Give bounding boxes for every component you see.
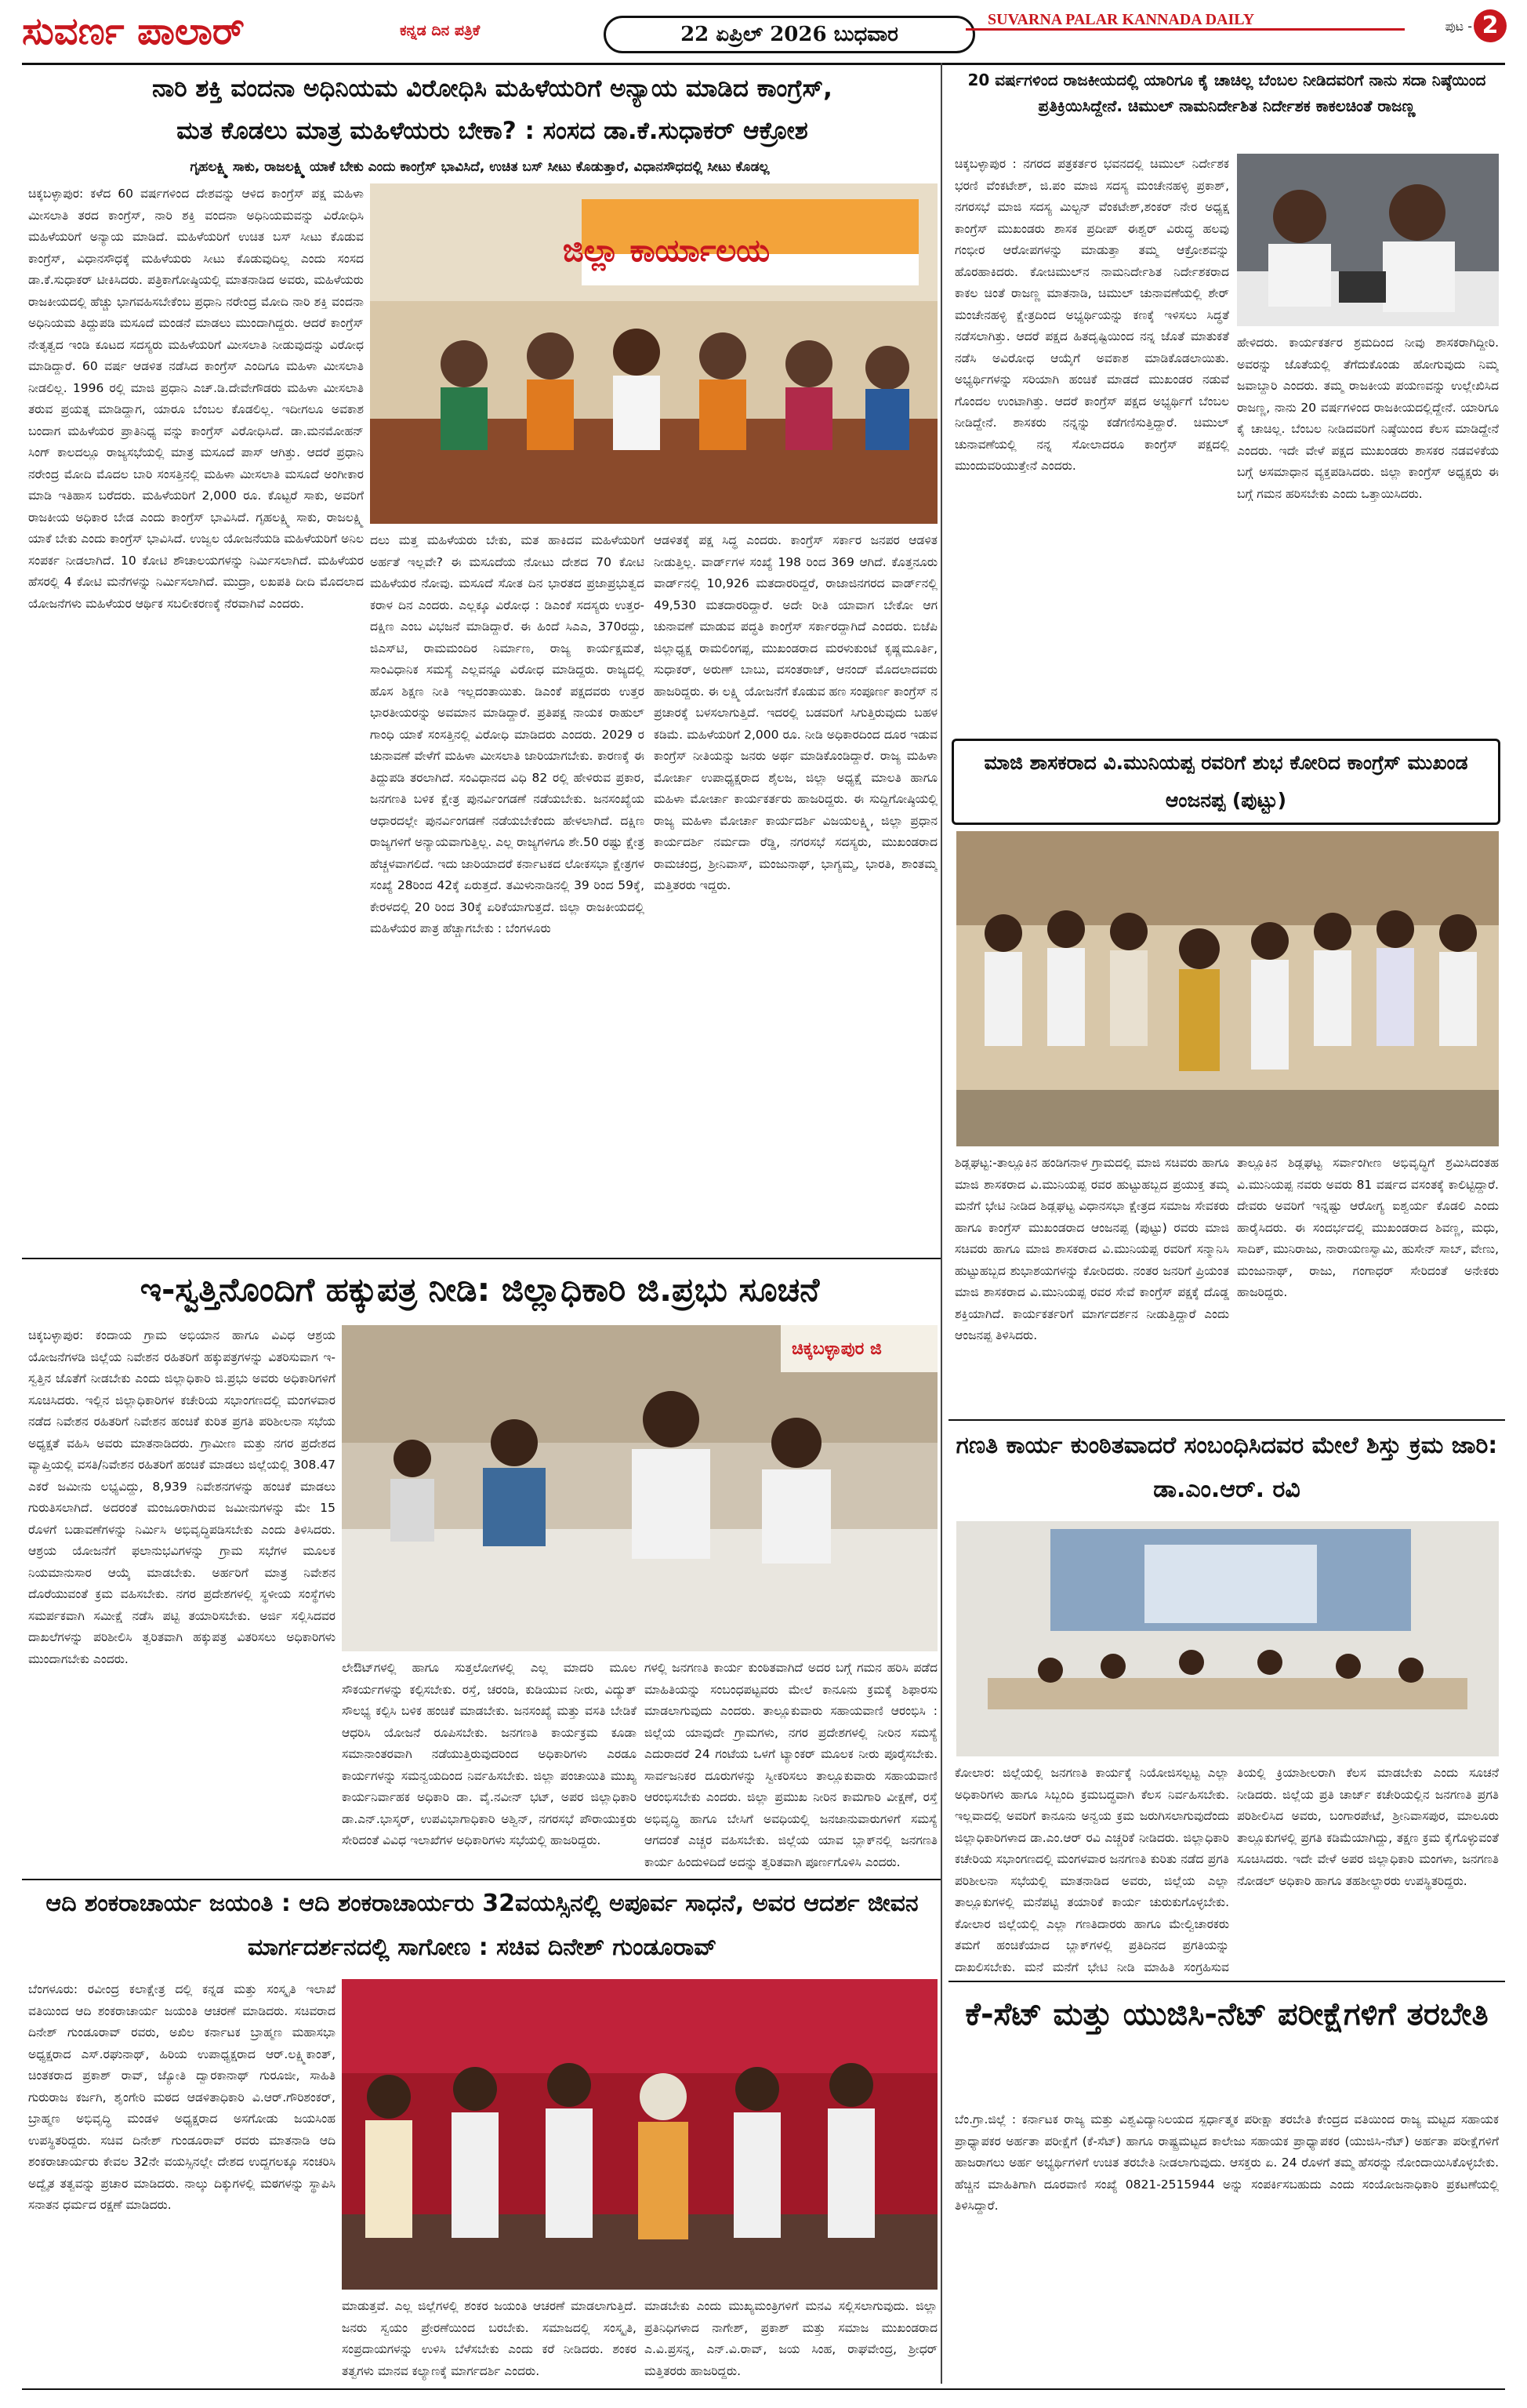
masthead: [22, 8, 1505, 63]
article2-photo: [1237, 154, 1499, 326]
article4-col1: ಚಿಕ್ಕಬಳ್ಳಾಪುರ: ಕಂದಾಯ ಗ್ರಾಮ ಅಭಿಯಾನ ಹಾಗೂ ವಿವಿಧ ಆಶ್ರಯ ಯೋಜನೆಗಳಡಿ ಜಿಲ್ಲೆಯ ನಿವೇಶನ ರಹಿತರಿಗೆ ಹಕ್ಕುಪತ್ರಗಳನ್ನು ವಿತರಿಸುವಾಗ ಇ-ಸ್ವತ್ತಿನ ಜೊತೆಗೆ ನೀಡಬೇಕು ಎಂದು ಜಿಲ್ಲಾಧಿಕಾರಿ ಜಿ.ಪ್ರಭು ಅವರು ಅಧಿಕಾರಿಗಳಿಗೆ ಸೂಚಿಸಿದರು. ಇಲ್ಲಿನ ಜಿಲ್ಲಾಧಿಕಾರಿಗಳ ಕಚೇರಿಯ ಸಭಾಂಗಣದಲ್ಲಿ ಮಂಗಳವಾರ ನಡೆದ ನಿವೇಶನ ರಹಿತರಿಗೆ ನಿವೇಶನ ಹಂಚಿಕೆ ಕುರಿತ ಪ್ರಗತಿ ಪರಿಶೀಲನಾ ಸಭೆಯ ಅಧ್ಯಕ್ಷತೆ ವಹಿಸಿ ಅವರು ಮಾತನಾಡಿದರು. ಗ್ರಾಮೀಣ ಮತ್ತು ನಗರ ಪ್ರದೇಶದ ವ್ಯಾಪ್ತಿಯಲ್ಲಿ ವಸತಿ/ನಿವೇಶನ ರಹಿತರಿಗೆ ಹಂಚಿಕೆ ಮಾಡಲು ಜಿಲ್ಲೆಯಲ್ಲಿ 308.47 ಎಕರೆ ಜಮೀನು ಲಭ್ಯವಿದ್ದು, 8,939 ನಿವೇಶನಗಳನ್ನು ಹಂಚಿಕೆ ಮಾಡಲು ಗುರುತಿಸಲಾಗಿದೆ. ಅದರಂತೆ ಮಂಜೂರಾಗಿರುವ ಜಮೀನುಗಳನ್ನು ಮೇ 15 ರೊಳಗೆ ಬಡಾವಣೆಗಳನ್ನು ನಿರ್ಮಿಸಿ ಅಭಿವೃದ್ಧಿಪಡಿಸಬೇಕು ಎಂದು ತಿಳಿಸಿದರು. ಆಶ್ರಯ ಯೋಜನೆಗೆ ಫಲಾನುಭವಿಗಳನ್ನು ಗ್ರಾಮ ಸಭೆಗಳ ಮೂಲಕ ನಿಯಮಾನುಸಾರ ಆಯ್ಕೆ ಮಾಡಬೇಕು. ಅರ್ಹರಿಗೆ ಮಾತ್ರ ನಿವೇಶನ ದೊರೆಯುವಂತೆ ಕ್ರಮ ವಹಿಸಬೇಕು. ನಗರ ಪ್ರದೇಶಗಳಲ್ಲಿ ಸ್ಥಳೀಯ ಸಂಸ್ಥೆಗಳು ಸಮರ್ಪಕವಾಗಿ ಸಮೀಕ್ಷೆ ನಡೆಸಿ ಪಟ್ಟಿ ತಯಾರಿಸಬೇಕು. ಅರ್ಜಿ ಸಲ್ಲಿಸಿದವರ ದಾಖಲೆಗಳನ್ನು ಪರಿಶೀಲಿಸಿ ತ್ವರಿತವಾಗಿ ಹಕ್ಕುಪತ್ರ ವಿತರಿಸಲು ಅಧಿಕಾರಿಗಳು ಮುಂದಾಗಬೇಕು ಎಂದರು.: [28, 1328, 336, 1666]
article6-col2: ಮಾಡುತ್ತವೆ. ಎಲ್ಲ ಜಿಲ್ಲೆಗಳಲ್ಲಿ ಶಂಕರ ಜಯಂತಿ ಆಚರಣೆ ಮಾಡಲಾಗುತ್ತಿದೆ. ಜನರು ಸ್ವಯಂ ಪ್ರೇರಣೆಯಿಂದ ಬರಬೇಕು. ಸಮಾಜದಲ್ಲಿ ಸಂಸ್ಕೃತಿ, ಸಂಪ್ರದಾಯಗಳನ್ನು ಉಳಿಸಿ ಬೆಳೆಸಬೇಕು ಎಂದು ಕರೆ ನೀಡಿದರು. ಶಂಕರ ತತ್ವಗಳು ಮಾನವ ಕಲ್ಯಾಣಕ್ಕೆ ಮಾರ್ಗದರ್ಶಿ ಎಂದರು.: [342, 2299, 637, 2378]
page-label: ಪುಟ -: [1445, 19, 1472, 34]
article4-photo: [342, 1325, 938, 1651]
article5-headline: ಗಣತಿ ಕಾರ್ಯ ಕುಂಠಿತವಾದರೆ ಸಂಬಂಧಿಸಿದವರ ಮೇಲೆ ಶಿಸ್ತು ಕ್ರಮ ಜಾರಿ: ಡಾ.ಎಂ.ಆರ್. ರವಿ: [956, 1432, 1498, 1503]
masthead-rule: [966, 28, 1405, 31]
article3-col2: ತಾಲ್ಲೂಕಿನ ಶಿಡ್ಲಘಟ್ಟ ಸರ್ವಾಂಗೀಣ ಅಭಿವೃದ್ಧಿಗೆ ಶ್ರಮಿಸಿದಂತಹ ವಿ.ಮುನಿಯಪ್ಪ ನವರು ಅವರು 81 ವರ್ಷದ ವಸಂತಕ್ಕೆ ಕಾಲಿಟ್ಟಿದ್ದಾರೆ. ದೇವರು ಅವರಿಗೆ ಇನ್ನಷ್ಟು ಆರೋಗ್ಯ ಐಶ್ವರ್ಯ ಕೊಡಲಿ ಎಂದು ಹಾರೈಸಿದರು. ಈ ಸಂದರ್ಭದಲ್ಲಿ ಮುಖಂಡರಾದ ಶಿವಣ್ಣ, ಮಧು, ಸಾದಿಕ್, ಮುನಿರಾಜು, ನಾರಾಯಣಸ್ವಾಮಿ, ಹುಸೇನ್ ಸಾಬ್, ವೇಣು, ಮಂಜುನಾಥ್, ರಾಜು, ಗಂಗಾಧರ್ ಸೇರಿದಂತೆ ಅನೇಕರು ಹಾಜರಿದ್ದರು.: [1237, 1156, 1499, 1299]
article1-subhead: ಗೃಹಲಕ್ಷ್ಮಿ ಸಾಕು, ರಾಜಲಕ್ಷ್ಮಿ ಯಾಕೆ ಬೇಕು ಎಂದು ಕಾಂಗ್ರೆಸ್ ಭಾವಿಸಿದೆ, ಉಚಿತ ಬಸ್ ಸೀಟು ಕೊಡುತ್ತಾರೆ, ವಿಧಾನಸೌಧದಲ್ಲಿ ಸೀಟು ಕೊಡಲ್ಲ: [190, 159, 770, 175]
masthead-bottom-rule: [22, 63, 1505, 65]
masthead-english-name: SUVARNA PALAR KANNADA DAILY: [988, 11, 1255, 28]
article1-col2: ದಲು ಮತ್ತ ಮಹಿಳೆಯರು ಬೇಕು, ಮತ ಹಾಕಿದವ ಮಹಿಳೆಯರಿಗೆ ಅರ್ಹತೆ ಇಲ್ಲವೇ? ಈ ಮಸೂದೆಯ ನೋಟು ದೇಶದ 70 ಕೋಟಿ ಮಹಿಳೆಯರ ನೋವು. ಮಸೂದೆ ಸೋತ ದಿನ ಭಾರತದ ಪ್ರಜಾಪ್ರಭುತ್ವದ ಕರಾಳ ದಿನ ಎಂದರು. ಎಲ್ಲಕ್ಕೂ ವಿರೋಧ : ಡಿಎಂಕೆ ಸದಸ್ಯರು ಉತ್ತರ-ದಕ್ಷಿಣ ಎಂಬ ವಿಭಜನೆ ಮಾಡಿದ್ದಾರೆ. ಈ ಹಿಂದೆ ಸಿಎಎ, 370ರದ್ದು, ಜಿಎಸ್‌ಟಿ, ರಾಮಮಂದಿರ ನಿರ್ಮಾಣ, ರಾಜ್ಯ ಕಾರ್ಯಕ್ಷಮತೆ, ಸಾಂವಿಧಾನಿಕ ಸಮಸ್ಯೆ ಎಲ್ಲವನ್ನೂ ವಿರೋಧ ಮಾಡಿದ್ದರು. ರಾಜ್ಯದಲ್ಲಿ ಹೊಸ ಶಿಕ್ಷಣ ನೀತಿ ಇಲ್ಲದಂತಾಯಿತು. ಡಿಎಂಕೆ ಪಕ್ಷದವರು ಉತ್ತರ ಭಾರತೀಯರನ್ನು ಅವಮಾನ ಮಾಡಿದ್ದಾರೆ. ಪ್ರತಿಪಕ್ಷ ನಾಯಕ ರಾಹುಲ್ ಗಾಂಧಿ ಯಾಕೆ ಸಂಸತ್ತಿನಲ್ಲಿ ವಿರೋಧಿ ಮಾಡಿದರು ಎಂದರು. 2029 ರ ಚುನಾವಣೆ ವೇಳೆಗೆ ಮಹಿಳಾ ಮೀಸಲಾತಿ ಜಾರಿಯಾಗಬೇಕು. ಕಾರಣಕ್ಕೆ ಈ ತಿದ್ದುಪಡಿ ತರಲಾಗಿದೆ. ಸಂವಿಧಾನದ ವಿಧಿ 82 ರಲ್ಲಿ ಹೇಳಿರುವ ಪ್ರಕಾರ, ಜನಗಣತಿ ಬಳಿಕ ಕ್ಷೇತ್ರ ಪುನರ್ವಿಂಗಡಣೆ ನಡೆಯಬೇಕು. ಜನಸಂಖ್ಯೆಯ ಆಧಾರದಲ್ಲೇ ಪುನರ್ವಿಂಗಡಣೆ ನಡೆಯಬೇಕೆಂದು ಹೇಳಲಾಗಿದೆ. ದಕ್ಷಿಣ ರಾಜ್ಯಗಳಿಗೆ ಅನ್ಯಾಯವಾಗುತ್ತಿಲ್ಲ. ಎಲ್ಲ ರಾಜ್ಯಗಳಿಗೂ ಶೇ.50 ರಷ್ಟು ಕ್ಷೇತ್ರ ಹೆಚ್ಚಳವಾಗಲಿದೆ. ಇದು ಜಾರಿಯಾದರೆ ಕರ್ನಾಟಕದ ಲೋಕಸಭಾ ಕ್ಷೇತ್ರಗಳ ಸಂಖ್ಯೆ 28ರಿಂದ 42ಕ್ಕೆ ಏರುತ್ತದೆ. ತಮಿಳುನಾಡಿನಲ್ಲಿ 39 ರಿಂದ 59ಕ್ಕೆ, ಕೇರಳದಲ್ಲಿ 20 ರಿಂದ 30ಕ್ಕೆ ಏರಿಕೆಯಾಗುತ್ತದೆ. ಜಿಲ್ಲಾ ರಾಜಕೀಯದಲ್ಲಿ ಮಹಿಳೆಯರ ಪಾತ್ರ ಹೆಚ್ಚಾಗಬೇಕು : ಬೆಂಗಳೂರು: [370, 533, 644, 935]
page-bottom-rule: [22, 2388, 1505, 2390]
masthead-date: 22 ಏಪ್ರಿಲ್ 2026 ಬುಧವಾರ: [604, 16, 975, 53]
article1-photo-banner: ಜಿಲ್ಲಾ ಕಾರ್ಯಾಲಯ: [562, 233, 771, 269]
article1-col1: ಚಿಕ್ಕಬಳ್ಳಾಪುರ: ಕಳೆದ 60 ವರ್ಷಗಳಿಂದ ದೇಶವನ್ನು ಆಳಿದ ಕಾಂಗ್ರೆಸ್ ಪಕ್ಷ ಮಹಿಳಾ ಮೀಸಲಾತಿ ತರದ ಕಾಂಗ್ರೆಸ್, ನಾರಿ ಶಕ್ತಿ ವಂದನಾ ಅಧಿನಿಯಮವನ್ನು ವಿರೋಧಿಸಿ ಮಹಿಳೆಯರಿಗೆ ಅನ್ಯಾಯ ಮಾಡಿದೆ. ಮಹಿಳೆಯರಿಗೆ ಉಚಿತ ಬಸ್ ಸೀಟು ಕೊಡುವ ಕಾಂಗ್ರೆಸ್, ವಿಧಾನಸೌಧಕ್ಕೆ ಮಹಿಳೆಯರು ಸೀಟು ಕೊಡುವುದಿಲ್ಲ ಎಂದು ಸಂಸದ ಡಾ.ಕೆ.ಸುಧಾಕರ್ ಟೀಕಿಸಿದರು. ಪತ್ರಿಕಾಗೋಷ್ಠಿಯಲ್ಲಿ ಮಾತನಾಡಿದ ಅವರು, ಮಹಿಳೆಯರು ರಾಜಕೀಯದಲ್ಲಿ ಹೆಚ್ಚು ಭಾಗವಹಿಸಬೇಕೆಂಬ ಪ್ರಧಾನಿ ನರೇಂದ್ರ ಮೋದಿ ನಾರಿ ಶಕ್ತಿ ವಂದನಾ ಅಧಿನಿಯಮ ತಿದ್ದುಪಡಿ ಮಸೂದೆ ಮಂಡನೆ ಮಾಡಲು ಮುಂದಾಗಿದ್ದರು. ಆದರೆ ಕಾಂಗ್ರೆಸ್ ನೇತೃತ್ವದ ಇಂಡಿ ಕೂಟದ ಸದಸ್ಯರು ಮಹಿಳೆಯರಿಗೆ ಮೀಸಲಾತಿ ನೀಡುವುದನ್ನು ವಿರೋಧ ಮಾಡಿದ್ದಾರೆ. 60 ವರ್ಷ ಆಡಳಿತ ನಡೆಸಿದ ಕಾಂಗ್ರೆಸ್ ಎಂದಿಗೂ ಮಹಿಳಾ ಮೀಸಲಾತಿ ನೀಡಲಿಲ್ಲ. 1996 ರಲ್ಲಿ ಮಾಜಿ ಪ್ರಧಾನಿ ಎಚ್.ಡಿ.ದೇವೇಗೌಡರು ಮಹಿಳಾ ಮೀಸಲಾತಿ ತರುವ ಪ್ರಯತ್ನ ಮಾಡಿದ್ದಾಗ, ಯಾರೂ ಬೆಂಬಲ ಕೊಡಲಿಲ್ಲ. ಇದೀಗಲೂ ಅವಕಾಶ ಬಂದಾಗ ಮಹಿಳೆಯರ ಪ್ರಾತಿನಿಧ್ಯ ವನ್ನು ಕಾಂಗ್ರೆಸ್ ವಿರೋಧಿಸಿದೆ. ಡಾ.ಮನಮೋಹನ್ ಸಿಂಗ್ ಕಾಲದಲ್ಲೂ ರಾಜ್ಯಸಭೆಯಲ್ಲಿ ಮಾತ್ರ ಮಸೂದೆ ಪಾಸ್ ಆಗಿತ್ತು. ಆದರೆ ಪ್ರಧಾನಿ ನರೇಂದ್ರ ಮೋದಿ ಮೊದಲ ಬಾರಿ ಸಂಸತ್ತಿನಲ್ಲಿ ಮಹಿಳಾ ಮೀಸಲಾತಿ ಮಸೂದೆ ಅಂಗೀಕಾರ ಮಾಡಿ ಇತಿಹಾಸ ಬರೆದರು. ಮಹಿಳೆಯರಿಗೆ 2,000 ರೂ. ಕೊಟ್ಟರೆ ಸಾಕು, ಅವರಿಗೆ ರಾಜಕೀಯ ಅಧಿಕಾರ ಬೇಡ ಎಂದು ಕಾಂಗ್ರೆಸ್ ಭಾವಿಸಿದೆ. ಗೃಹಲಕ್ಷ್ಮಿ ಸಾಕು, ರಾಜಲಕ್ಷ್ಮಿ ಯಾಕೆ ಬೇಕು ಎಂದು ಕಾಂಗ್ರೆಸ್ ಭಾವಿಸಿದೆ. ಉಜ್ವಲ ಯೋಜನೆಯಡಿ ಮಹಿಳೆಯರಿಗೆ ಅನಿಲ ಸಂಪರ್ಕ ನೀಡಲಾಗಿದೆ. 10 ಕೋಟಿ ಶೌಚಾಲಯಗಳನ್ನು ನಿರ್ಮಿಸಲಾಗಿದೆ. ಮಹಿಳೆಯರ ಹೆಸರಲ್ಲಿ 4 ಕೋಟಿ ಮನೆಗಳನ್ನು ನಿರ್ಮಿಸಲಾಗಿದೆ. ಮುದ್ರಾ, ಲಖಪತಿ ದೀದಿ ಮೊದಲಾದ ಯೋಜನೆಗಳು ಮಹಿಳೆಯರ ಆರ್ಥಿಕ ಸಬಲೀಕರಣಕ್ಕೆ ನೆರವಾಗಿವೆ ಎಂದರು.: [28, 187, 364, 611]
article6-top-rule: [22, 1879, 941, 1880]
article4-col2: ಲೇಔಟ್‌ಗಳಲ್ಲಿ ಹಾಗೂ ಸುತ್ತಲೋಗಳಲ್ಲಿ ಎಲ್ಲ ಮಾದರಿ ಮೂಲ ಸೌಕರ್ಯಗಳನ್ನು ಕಲ್ಪಿಸಬೇಕು. ರಸ್ತೆ, ಚರಂಡಿ, ಕುಡಿಯುವ ನೀರು, ವಿದ್ಯುತ್ ಸೌಲಭ್ಯ ಕಲ್ಪಿಸಿ ಬಳಿಕ ಹಂಚಿಕೆ ಮಾಡಬೇಕು. ಜನಸಂಖ್ಯೆ ಮತ್ತು ವಸತಿ ಬೇಡಿಕೆ ಆಧರಿಸಿ ಯೋಜನೆ ರೂಪಿಸಬೇಕು. ಜನಗಣತಿ ಕಾರ್ಯಕ್ರಮ ಕೂಡಾ ಸಮಾನಾಂತರವಾಗಿ ನಡೆಯುತ್ತಿರುವುದರಿಂದ ಅಧಿಕಾರಿಗಳು ಎರಡೂ ಕಾರ್ಯಗಳನ್ನು ಸಮನ್ವಯದಿಂದ ನಿರ್ವಹಿಸಬೇಕು. ಜಿಲ್ಲಾ ಪಂಚಾಯಿತಿ ಮುಖ್ಯ ಕಾರ್ಯನಿರ್ವಾಹಕ ಅಧಿಕಾರಿ ಡಾ. ವೈ.ನವೀನ್ ಭಟ್, ಅಪರ ಜಿಲ್ಲಾಧಿಕಾರಿ ಡಾ.ಎನ್.ಭಾಸ್ಕರ್, ಉಪವಿಭಾಗಾಧಿಕಾರಿ ಅಶ್ವಿನ್, ನಗರಸಭೆ ಪೌರಾಯುಕ್ತರು ಸೇರಿದಂತೆ ವಿವಿಧ ಇಲಾಖೆಗಳ ಅಧಿಕಾರಿಗಳು ಸಭೆಯಲ್ಲಿ ಹಾಜರಿದ್ದರು.: [342, 1661, 637, 1847]
article7-top-rule: [948, 1981, 1505, 1982]
article1-col3: ಆಡಳಿತಕ್ಕೆ ಪಕ್ಷ ಸಿದ್ಧ ಎಂದರು. ಕಾಂಗ್ರೆಸ್ ಸರ್ಕಾರ ಜನಪರ ಆಡಳಿತ ನೀಡುತ್ತಿಲ್ಲ. ವಾರ್ಡ್‌ಗಳ ಸಂಖ್ಯೆ 198 ರಿಂದ 369 ಆಗಿದೆ. ಕೊತ್ತನೂರು ವಾರ್ಡ್‌ನಲ್ಲಿ 10,926 ಮತದಾರರಿದ್ದರೆ, ರಾಜಾಜಿನಗರದ ವಾರ್ಡ್‌ನಲ್ಲಿ 49,530 ಮತದಾರರಿದ್ದಾರೆ. ಅದೇ ರೀತಿ ಯಾವಾಗ ಬೇಕೋ ಆಗ ಚುನಾವಣೆ ಮಾಡುವ ಪದ್ಧತಿ ಕಾಂಗ್ರೆಸ್ ಸರ್ಕಾರದ್ದಾಗಿದೆ ಎಂದರು. ಬಿಜೆಪಿ ಜಿಲ್ಲಾಧ್ಯಕ್ಷ ರಾಮಲಿಂಗಪ್ಪ, ಮುಖಂಡರಾದ ಮರಳುಕುಂಟೆ ಕೃಷ್ಣಮೂರ್ತಿ, ಸುಧಾಕರ್, ಅರುಣ್ ಬಾಬು, ವಸಂತರಾಜ್, ಆನಂದ್ ಮೊದಲಾದವರು ಹಾಜರಿದ್ದರು. ಈ ಲಕ್ಷ್ಮಿ ಯೋಜನೆಗೆ ಕೊಡುವ ಹಣ ಸಂಪೂರ್ಣ ಕಾಂಗ್ರೆಸ್ ನ ಪ್ರಚಾರಕ್ಕೆ ಬಳಸಲಾಗುತ್ತಿದೆ. ಇದರಲ್ಲಿ ಬಡವರಿಗೆ ಸಿಗುತ್ತಿರುವುದು ಬಹಳ ಕಡಿಮೆ. ಮಹಿಳೆಯರಿಗೆ 2,000 ರೂ. ನೀಡಿ ಅಧಿಕಾರದಿಂದ ದೂರ ಇಡುವ ಕಾಂಗ್ರೆಸ್ ನೀತಿಯನ್ನು ಜನರು ಅರ್ಥ ಮಾಡಿಕೊಂಡಿದ್ದಾರೆ. ರಾಜ್ಯ ಮಹಿಳಾ ಮೋರ್ಚಾ ಉಪಾಧ್ಯಕ್ಷರಾದ ಶೈಲಜ, ಜಿಲ್ಲಾ ಅಧ್ಯಕ್ಷೆ ಮಾಲತಿ ಹಾಗೂ ಮಹಿಳಾ ಮೋರ್ಚಾ ಕಾರ್ಯಕರ್ತರು ಹಾಜರಿದ್ದರು. ಈ ಸುದ್ದಿಗೋಷ್ಠಿಯಲ್ಲಿ ರಾಜ್ಯ ಮಹಿಳಾ ಮೋರ್ಚಾ ಕಾರ್ಯದರ್ಶಿ ವಿಜಯಲಕ್ಷ್ಮಿ, ಜಿಲ್ಲಾ ಪ್ರಧಾನ ಕಾರ್ಯದರ್ಶಿ ನರ್ಮದಾ ರೆಡ್ಡಿ, ನಗರಸಭೆ ಸದಸ್ಯರು, ಮುಖಂಡರಾದ ರಾಮಚಂದ್ರ, ಶ್ರೀನಿವಾಸ್, ಮಂಜುನಾಥ್, ಭಾಗ್ಯಮ್ಮ, ಭಾರತಿ, ಶಾಂತಮ್ಮ ಮತ್ತಿತರರು ಇದ್ದರು.: [654, 533, 938, 892]
article1-headline-line2: ಮತ ಕೊಡಲು ಮಾತ್ರ ಮಹಿಳೆಯರು ಬೇಕಾ? : ಸಂಸದ ಡಾ.ಕೆ.ಸುಧಾಕರ್ ಆಕ್ರೋಶ: [176, 117, 808, 145]
page-number: 2: [1474, 9, 1507, 42]
article4-top-rule: [22, 1258, 941, 1259]
article1-headline-line1: ನಾರಿ ಶಕ್ತಿ ವಂದನಾ ಅಧಿನಿಯಮ ವಿರೋಧಿಸಿ ಮಹಿಳೆಯರಿಗೆ ಅನ್ಯಾಯ ಮಾಡಿದ ಕಾಂಗ್ರೆಸ್,: [152, 74, 832, 103]
article6-photo: [342, 1979, 938, 2290]
article5-col1: ಕೋಲಾರ: ಜಿಲ್ಲೆಯಲ್ಲಿ ಜನಗಣತಿ ಕಾರ್ಯಕ್ಕೆ ನಿಯೋಜಿಸಲ್ಪಟ್ಟ ಎಲ್ಲಾ ಅಧಿಕಾರಿಗಳು ಹಾಗೂ ಸಿಬ್ಬಂದಿ ಕ್ರಮಬದ್ಧವಾಗಿ ಕೆಲಸ ನಿರ್ವಹಿಸಬೇಕು. ಇಲ್ಲವಾದಲ್ಲಿ ಅವರಿಗೆ ಕಾನೂನು ಅನ್ವಯ ಕ್ರಮ ಜರುಗಿಸಲಾಗುವುದೆಂದು ಜಿಲ್ಲಾಧಿಕಾರಿಗಳಾದ ಡಾ.ಎಂ.ಆರ್ ರವಿ ಎಚ್ಚರಿಕೆ ನೀಡಿದರು. ಜಿಲ್ಲಾಧಿಕಾರಿ ಕಚೇರಿಯ ಸಭಾಂಗಣದಲ್ಲಿ ಮಂಗಳವಾರ ಜನಗಣತಿ ಕುರಿತು ನಡೆದ ಪ್ರಗತಿ ಪರಿಶೀಲನಾ ಸಭೆಯಲ್ಲಿ ಮಾತನಾಡಿದ ಅವರು, ಜಿಲ್ಲೆಯ ಎಲ್ಲಾ ತಾಲ್ಲೂಕುಗಳಲ್ಲಿ ಮನೆಪಟ್ಟಿ ತಯಾರಿಕೆ ಕಾರ್ಯ ಚುರುಕುಗೊಳ್ಳಬೇಕು. ಕೋಲಾರ ಜಿಲ್ಲೆಯಲ್ಲಿ ಎಲ್ಲಾ ಗಣತಿದಾರರು ಹಾಗೂ ಮೇಲ್ವಿಚಾರಕರು ತಮಗೆ ಹಂಚಿಕೆಯಾದ ಬ್ಲಾಕ್‌ಗಳಲ್ಲಿ ಪ್ರತಿದಿನದ ಪ್ರಗತಿಯನ್ನು ದಾಖಲಿಸಬೇಕು. ಮನೆ ಮನೆಗೆ ಭೇಟಿ ನೀಡಿ ಮಾಹಿತಿ ಸಂಗ್ರಹಿಸುವ: [955, 1766, 1229, 1974]
article2-col1: ಚಿಕ್ಕಬಳ್ಳಾಪುರ : ನಗರದ ಪತ್ರಕರ್ತರ ಭವನದಲ್ಲಿ ಚಿಮುಲ್ ನಿರ್ದೇಶಕ ಭರಣಿ ವೆಂಕಟೇಶ್, ಜಿ.ಪಂ ಮಾಜಿ ಸದಸ್ಯ ಮಂಚೇನಹಳ್ಳಿ ಪ್ರಕಾಶ್, ನಗರಸಭೆ ಮಾಜಿ ಸದಸ್ಯ ಮಿಲ್ಟನ್ ವೆಂಕಟೇಶ್,ಶಂಕರ್ ನೇರ ಅಧ್ಯಕ್ಷ ಕಾಂಗ್ರೆಸ್ ಮುಖಂಡರು ಶಾಸಕ ಪ್ರದೀಪ್ ಈಶ್ವರ್ ವಿರುದ್ಧ ಹಲವು ಗಂಭೀರ ಆರೋಪಗಳನ್ನು ಮಾಡುತ್ತಾ ತಮ್ಮ ಆಕ್ರೋಶವನ್ನು ಹೊರಹಾಕಿದರು. ಕೋಚಿಮುಲ್‌ನ ನಾಮನಿರ್ದೇಶಿತ ನಿರ್ದೇಶಕರಾದ ಕಾಕಲ ಚಿಂತೆ ರಾಜಣ್ಣ ಮಾತನಾಡಿ, ಚಿಮುಲ್ ಚುನಾವಣೆಯಲ್ಲಿ ಶೇರ್ ಮಂಚೇನಹಳ್ಳಿ ಕ್ಷೇತ್ರದಿಂದ ಅಭ್ಯರ್ಥಿಯನ್ನು ಕಣಕ್ಕೆ ಇಳಿಸಲು ಸಿದ್ಧತೆ ನಡೆಸಲಾಗಿತ್ತು. ಆದರೆ ಪಕ್ಷದ ಹಿತದೃಷ್ಟಿಯಿಂದ ನನ್ನ ಜೊತೆ ಮಾತುಕತೆ ನಡೆಸಿ ಅವಿರೋಧ ಆಯ್ಕೆಗೆ ಅವಕಾಶ ಮಾಡಿಕೊಡಲಾಯಿತು. ಅಭ್ಯರ್ಥಿಗಳನ್ನು ಸರಿಯಾಗಿ ಹಂಚಿಕೆ ಮಾಡದೆ ಮುಖಂಡರ ನಡುವೆ ಗೊಂದಲ ಉಂಟಾಗಿತ್ತು. ಆದರೆ ಕಾಂಗ್ರೆಸ್ ಪಕ್ಷದ ಅಭ್ಯರ್ಥಿಗೆ ಬೆಂಬಲ ನೀಡಿದ್ದೇನೆ. ಶಾಸಕರು ನನ್ನನ್ನು ಕಡೆಗಣಿಸುತ್ತಿದ್ದಾರೆ. ಚಿಮುಲ್ ಚುನಾವಣೆಯಲ್ಲಿ ನನ್ನ ಸೋಲಾದರೂ ಕಾಂಗ್ರೆಸ್ ಪಕ್ಷದಲ್ಲಿ ಮುಂದುವರಿಯುತ್ತೇನೆ ಎಂದರು.: [955, 157, 1229, 473]
article3-col1: ಶಿಡ್ಲಘಟ್ಟ:-ತಾಲ್ಲೂಕಿನ ಹಂಡಿಗನಾಳ ಗ್ರಾಮದಲ್ಲಿ ಮಾಜಿ ಸಚಿವರು ಹಾಗೂ ಮಾಜಿ ಶಾಸಕರಾದ ವಿ.ಮುನಿಯಪ್ಪ ರವರ ಹುಟ್ಟುಹಬ್ಬದ ಪ್ರಯುಕ್ತ ತಮ್ಮ ಮನೆಗೆ ಭೇಟಿ ನೀಡಿದ ಶಿಡ್ಲಘಟ್ಟ ವಿಧಾನಸಭಾ ಕ್ಷೇತ್ರದ ಸಮಾಜ ಸೇವಕರು ಹಾಗೂ ಕಾಂಗ್ರೆಸ್ ಮುಖಂಡರಾದ ಆಂಜನಪ್ಪ (ಪುಟ್ಟು) ರವರು ಮಾಜಿ ಸಚಿವರು ಹಾಗೂ ಮಾಜಿ ಶಾಸಕರಾದ ವಿ.ಮುನಿಯಪ್ಪ ರವರಿಗೆ ಸನ್ಮಾನಿಸಿ ಹುಟ್ಟುಹಬ್ಬದ ಶುಭಾಶಯಗಳನ್ನು ಕೋರಿದರು. ನಂತರ ಜನರಿಗೆ ಪ್ರಿಯಂತ ಮಾಜಿ ಶಾಸಕರಾದ ವಿ.ಮುನಿಯಪ್ಪ ರವರ ಸೇವೆ ಕಾಂಗ್ರೆಸ್ ಪಕ್ಷಕ್ಕೆ ದೊಡ್ಡ ಶಕ್ತಿಯಾಗಿದೆ. ಕಾರ್ಯಕರ್ತರಿಗೆ ಮಾರ್ಗದರ್ಶನ ನೀಡುತ್ತಿದ್ದಾರೆ ಎಂದು ಆಂಜನಪ್ಪ ತಿಳಿಸಿದರು.: [955, 1156, 1229, 1342]
article7-col1: ಬೆಂ.ಗ್ರಾ.ಜಿಲ್ಲೆ : ಕರ್ನಾಟಕ ರಾಜ್ಯ ಮತ್ತು ವಿಶ್ವವಿದ್ಯಾನಿಲಯದ ಸ್ಪರ್ಧಾತ್ಮಕ ಪರೀಕ್ಷಾ ತರಬೇತಿ ಕೇಂದ್ರದ ವತಿಯಿಂದ ರಾಜ್ಯ ಮಟ್ಟದ ಸಹಾಯಕ ಪ್ರಾಧ್ಯಾಪಕರ ಅರ್ಹತಾ ಪರೀಕ್ಷೆಗೆ (ಕೆ-ಸೆಟ್) ಹಾಗೂ ರಾಷ್ಟ್ರಮಟ್ಟದ ಕಾಲೇಜು ಸಹಾಯಕ ಪ್ರಾಧ್ಯಾಪಕರ (ಯುಜಿಸಿ-ನೆಟ್) ಅರ್ಹತಾ ಪರೀಕ್ಷೆಗಳಿಗೆ ಹಾಜರಾಗಲು ಅರ್ಹ ಅಭ್ಯರ್ಥಿಗಳಿಗೆ ಉಚಿತ ತರಬೇತಿ ನೀಡಲಾಗುವುದು. ಆಸಕ್ತರು ಏ. 24 ರೊಳಗೆ ತಮ್ಮ ಹೆಸರನ್ನು ನೋಂದಾಯಿಸಿಕೊಳ್ಳಬೇಕು. ಹೆಚ್ಚಿನ ಮಾಹಿತಿಗಾಗಿ ದೂರವಾಣಿ ಸಂಖ್ಯೆ 0821-2515944 ಅನ್ನು ಸಂಪರ್ಕಿಸಬಹುದು ಎಂದು ಸಂಯೋಜನಾಧಿಕಾರಿ ಪ್ರಕಟಣೆಯಲ್ಲಿ ತಿಳಿಸಿದ್ದಾರೆ.: [955, 2112, 1499, 2213]
article5-photo: [956, 1521, 1499, 1756]
article3-photo: [956, 831, 1499, 1146]
masthead-tagline: ಕನ್ನಡ ದಿನ ಪತ್ರಿಕೆ: [400, 22, 481, 39]
column-divider: [941, 63, 942, 2384]
article2-headline: 20 ವರ್ಷಗಳಿಂದ ರಾಜಕೀಯದಲ್ಲಿ ಯಾರಿಗೂ ಕೈ ಚಾಚಿಲ್ಲ ಬೆಂಬಲ ನೀಡಿದವರಿಗೆ ನಾನು ಸದಾ ನಿಷ್ಠೆಯಿಂದ ಪ್ರತಿಕ್ರಿಯಿಸಿದ್ದೇನೆ. ಚಿಮುಲ್ ನಾಮನಿರ್ದೇಶಿತ ನಿರ್ದೇಶಕ ಕಾಕಲಚಿಂತೆ ರಾಜಣ್ಣ: [967, 71, 1486, 115]
article5-top-rule: [948, 1419, 1505, 1421]
article7-headline: ಕೆ-ಸೆಟ್ ಮತ್ತು ಯುಜಿಸಿ-ನೆಟ್ ಪರೀಕ್ಷೆಗಳಿಗೆ ತರಬೇತಿ: [965, 1996, 1489, 2032]
article6-col1: ಬೆಂಗಳೂರು: ರವೀಂದ್ರ ಕಲಾಕ್ಷೇತ್ರ ದಲ್ಲಿ ಕನ್ನಡ ಮತ್ತು ಸಂಸ್ಕೃತಿ ಇಲಾಖೆ ವತಿಯಿಂದ ಆದಿ ಶಂಕರಾಚಾರ್ಯ ಜಯಂತಿ ಆಚರಣೆ ಮಾಡಿದರು. ಸಚಿವರಾದ ದಿನೇಶ್ ಗುಂಡೂರಾವ್ ರವರು, ಅಖಿಲ ಕರ್ನಾಟಕ ಬ್ರಾಹ್ಮಣ ಮಹಾಸಭಾ ಅಧ್ಯಕ್ಷರಾದ ಎಸ್.ರಘುನಾಥ್, ಹಿರಿಯ ಉಪಾಧ್ಯಕ್ಷರಾದ ಆರ್.ಲಕ್ಷ್ಮಿಕಾಂತ್, ಚಿಂತಕರಾದ ಪ್ರಕಾಶ್ ರಾವ್, ಜ್ಯೋತಿ ದ್ವಾರಕಾನಾಥ್ ಗುರೂಜೀ, ಸಾಹಿತಿ ಗುರುರಾಜ ಕರ್ಜಗಿ, ಶೃಂಗೇರಿ ಮಠದ ಆಡಳಿತಾಧಿಕಾರಿ ವಿ.ಆರ್.ಗೌರಿಶಂಕರ್, ಬ್ರಾಹ್ಮಣ ಅಭಿವೃದ್ಧಿ ಮಂಡಳಿ ಅಧ್ಯಕ್ಷರಾದ ಅಸಗೋಡು ಜಯಸಿಂಹ ಉಪಸ್ಥಿತರಿದ್ದರು. ಸಚಿವ ದಿನೇಶ್ ಗುಂಡೂರಾವ್ ರವರು ಮಾತನಾಡಿ ಆದಿ ಶಂಕರಾಚಾರ್ಯರು ಕೇವಲ 32ನೇ ವಯಸ್ಸಿನಲ್ಲೇ ದೇಶದ ಉದ್ದಗಲಕ್ಕೂ ಸಂಚರಿಸಿ ಅದ್ವೈತ ತತ್ವವನ್ನು ಪ್ರಚಾರ ಮಾಡಿದರು. ನಾಲ್ಕು ದಿಕ್ಕುಗಳಲ್ಲಿ ಮಠಗಳನ್ನು ಸ್ಥಾಪಿಸಿ ಸನಾತನ ಧರ್ಮದ ರಕ್ಷಣೆ ಮಾಡಿದರು.: [28, 1982, 336, 2212]
article4-col3: ಗಳಲ್ಲಿ ಜನಗಣತಿ ಕಾರ್ಯ ಕುಂಠಿತವಾಗಿದೆ ಅದರ ಬಗ್ಗೆ ಗಮನ ಹರಿಸಿ ಪಡೆದ ಮಾಹಿತಿಯನ್ನು ಸಂಬಂಧಪಟ್ಟವರು ಮೇಲೆ ಕಾನೂನು ಕ್ರಮಕ್ಕೆ ಶಿಫಾರಸು ಮಾಡಲಾಗುವುದು ಎಂದರು. ತಾಲ್ಲೂಕುವಾರು ಸಹಾಯವಾಣಿ ಆರಂಭಿಸಿ : ಜಿಲ್ಲೆಯ ಯಾವುದೇ ಗ್ರಾಮಗಳು, ನಗರ ಪ್ರದೇಶಗಳಲ್ಲಿ ನೀರಿನ ಸಮಸ್ಯೆ ಎದುರಾದರೆ 24 ಗಂಟೆಯ ಒಳಗೆ ಟ್ಯಾಂಕರ್ ಮೂಲಕ ನೀರು ಪೂರೈಸಬೇಕು. ಸಾರ್ವಜನಿಕರ ದೂರುಗಳನ್ನು ಸ್ವೀಕರಿಸಲು ತಾಲ್ಲೂಕುವಾರು ಸಹಾಯವಾಣಿ ಆರಂಭಿಸಬೇಕು ಎಂದರು. ಜಿಲ್ಲಾ ಪ್ರಮುಖ ನೀರಿನ ಕಾಮಗಾರಿ ವೀಕ್ಷಣೆ, ರಸ್ತೆ ಅಭಿವೃದ್ಧಿ ಹಾಗೂ ಬೇಸಿಗೆ ಅವಧಿಯಲ್ಲಿ ಜನಜಾನುವಾರುಗಳಿಗೆ ಸಮಸ್ಯೆ ಆಗದಂತೆ ಎಚ್ಚರ ವಹಿಸಬೇಕು. ಜಿಲ್ಲೆಯ ಯಾವ ಬ್ಲಾಕ್‌ನಲ್ಲಿ ಜನಗಣತಿ ಕಾರ್ಯ ಹಿಂದುಳಿದಿದೆ ಅದನ್ನು ತ್ವರಿತವಾಗಿ ಪೂರ್ಣಗೊಳಿಸಿ ಎಂದರು.: [644, 1661, 938, 1869]
article5-col2: ತಿಯಲ್ಲಿ ಕ್ರಿಯಾಶೀಲರಾಗಿ ಕೆಲಸ ಮಾಡಬೇಕು ಎಂದು ಸೂಚನೆ ನೀಡಿದರು. ಜಿಲ್ಲೆಯ ಪ್ರತಿ ಚಾರ್ಜ್ ಕಚೇರಿಯಲ್ಲಿನ ಜನಗಣತಿ ಪ್ರಗತಿ ಪರಿಶೀಲಿಸಿದ ಅವರು, ಬಂಗಾರಪೇಟೆ, ಶ್ರೀನಿವಾಸಪುರ, ಮಾಲೂರು ತಾಲ್ಲೂಕುಗಳಲ್ಲಿ ಪ್ರಗತಿ ಕಡಿಮೆಯಾಗಿದ್ದು, ತಕ್ಷಣ ಕ್ರಮ ಕೈಗೊಳ್ಳುವಂತೆ ಸೂಚಿಸಿದರು. ಇದೇ ವೇಳೆ ಅಪರ ಜಿಲ್ಲಾಧಿಕಾರಿ ಮಂಗಳಾ, ಜನಗಣತಿ ನೋಡಲ್ ಅಧಿಕಾರಿ ಹಾಗೂ ತಹಶೀಲ್ದಾರರು ಉಪಸ್ಥಿತರಿದ್ದರು.: [1237, 1766, 1499, 1888]
article6-headline: ಆದಿ ಶಂಕರಾಚಾರ್ಯ ಜಯಂತಿ : ಆದಿ ಶಂಕರಾಚಾರ್ಯರು 32ವಯಸ್ಸಿನಲ್ಲಿ ಅಪೂರ್ವ ಸಾಧನೆ, ಅವರ ಆದರ್ಶ ಜೀವನ ಮಾರ್ಗದರ್ಶನದಲ್ಲಿ ಸಾಗೋಣ : ಸಚಿವ ದಿನೇಶ್ ಗುಂಡೂರಾವ್: [45, 1890, 919, 1961]
article6-col3: ಮಾಡಬೇಕು ಎಂದು ಮುಖ್ಯಮಂತ್ರಿಗಳಿಗೆ ಮನವಿ ಸಲ್ಲಿಸಲಾಗುವುದು. ಜಿಲ್ಲಾ ಪ್ರತಿನಿಧಿಗಳಾದ ನಾಗೇಶ್, ಪ್ರಕಾಶ್ ಮತ್ತು ಸಮಾಜ ಮುಖಂಡರಾದ ಎ.ವಿ.ಪ್ರಸನ್ನ, ಎನ್.ವಿ.ರಾವ್, ಜಯ ಸಿಂಹ, ರಾಘವೇಂದ್ರ, ಶ್ರೀಧರ್ ಮತ್ತಿತರರು ಹಾಜರಿದ್ದರು.: [644, 2299, 938, 2378]
article4-photo-banner: ಚಿಕ್ಕಬಳ್ಳಾಪುರ ಜಿ: [792, 1339, 882, 1359]
article2-col2: ಹೇಳಿದರು. ಕಾರ್ಯಕರ್ತರ ಶ್ರಮದಿಂದ ನೀವು ಶಾಸಕರಾಗಿದ್ದೀರಿ. ಅವರನ್ನು ಜೊತೆಯಲ್ಲಿ ತೆಗೆದುಕೊಂಡು ಹೋಗುವುದು ನಿಮ್ಮ ಜವಾಬ್ದಾರಿ ಎಂದರು. ತಮ್ಮ ರಾಜಕೀಯ ಪಯಣವನ್ನು ಉಲ್ಲೇಖಿಸಿದ ರಾಜಣ್ಣ, ನಾನು 20 ವರ್ಷಗಳಿಂದ ರಾಜಕೀಯದಲ್ಲಿದ್ದೇನೆ. ಯಾರಿಗೂ ಕೈ ಚಾಚಿಲ್ಲ. ಬೆಂಬಲ ನೀಡಿದವರಿಗೆ ನಿಷ್ಠೆಯಿಂದ ಕೆಲಸ ಮಾಡಿದ್ದೇನೆ ಎಂದರು. ಇದೇ ವೇಳೆ ಪಕ್ಷದ ಮುಖಂಡರು ಶಾಸಕರ ನಡವಳಿಕೆಯ ಬಗ್ಗೆ ಅಸಮಾಧಾನ ವ್ಯಕ್ತಪಡಿಸಿದರು. ಜಿಲ್ಲಾ ಕಾಂಗ್ರೆಸ್ ಅಧ್ಯಕ್ಷರು ಈ ಬಗ್ಗೆ ಗಮನ ಹರಿಸಬೇಕು ಎಂದು ಒತ್ತಾಯಿಸಿದರು.: [1237, 336, 1499, 501]
article3-headline: ಮಾಜಿ ಶಾಸಕರಾದ ವಿ.ಮುನಿಯಪ್ಪ ರವರಿಗೆ ಶುಭ ಕೋರಿದ ಕಾಂಗ್ರೆಸ್ ಮುಖಂಡ ಆಂಜನಪ್ಪ (ಪುಟ್ಟು): [952, 739, 1500, 825]
masthead-name: ಸುವರ್ಣ ಪಾಲಾರ್: [22, 9, 245, 53]
article4-headline: ಇ-ಸ್ವತ್ತಿನೊಂದಿಗೆ ಹಕ್ಕುಪತ್ರ ನೀಡಿ: ಜಿಲ್ಲಾಧಿಕಾರಿ ಜಿ.ಪ್ರಭು ಸೂಚನೆ: [140, 1270, 820, 1309]
